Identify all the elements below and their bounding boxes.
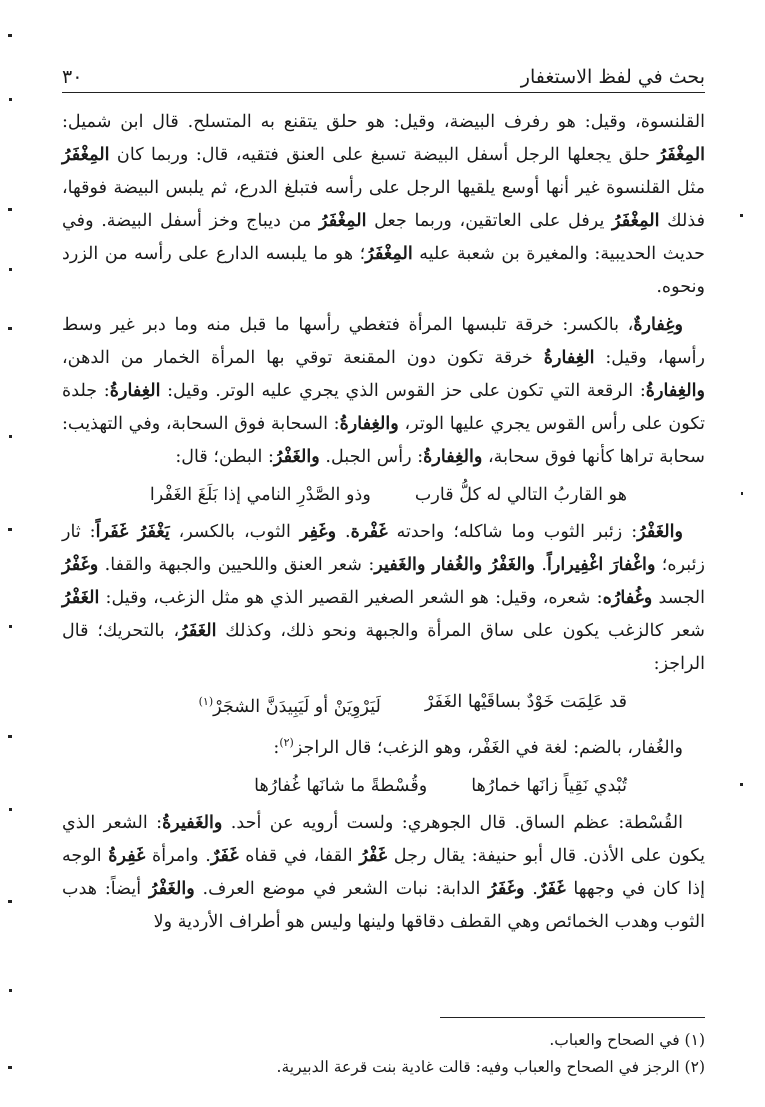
scan-mark xyxy=(741,492,743,495)
headword: الغَفْرُ xyxy=(62,586,100,608)
text-run: الجسد xyxy=(652,587,705,608)
headword: المِغْفَرُ xyxy=(62,143,110,165)
headword: والغِفارةُ xyxy=(339,413,399,435)
footnotes xyxy=(62,1027,705,1081)
verse-1 xyxy=(62,478,705,512)
headword: المِغْفَرُ xyxy=(319,209,367,231)
footnote-1: (١) في الصحاح والعباب. xyxy=(549,1031,705,1049)
headword: غَفَرٌ xyxy=(210,845,239,867)
text-run: . xyxy=(336,521,351,542)
headword: الغَفَرُ xyxy=(179,619,217,641)
headword: والغِفارةُ xyxy=(423,446,483,468)
scan-mark xyxy=(9,268,12,271)
text-run: : شعر العنق واللحيين والجبهة والقفا. xyxy=(98,554,375,575)
text-run: القلنسوة، وقيل: هو رفرف البيضة، وقيل: هو حلق يتقنع به المتسلح. قال ابن شميل: xyxy=(62,112,705,132)
page-number: ٣٠ xyxy=(62,66,83,88)
headword: الغِفارةُ xyxy=(543,347,595,369)
headword: غَفَرٌ xyxy=(537,877,566,899)
text-run: يرفل على العاتقين، وربما جعل xyxy=(366,210,612,231)
text-run: شعر كالزغب يكون على ساق المرأة والجبهة ونحو ذلك، وكذلك xyxy=(216,620,705,641)
scan-mark xyxy=(9,808,12,811)
scan-mark xyxy=(740,214,743,217)
headword: وغَفِر xyxy=(299,520,337,542)
main-text xyxy=(62,106,705,939)
paragraph-1 xyxy=(62,106,705,303)
verse-3 xyxy=(62,769,705,803)
headword: والغَفْرُ والغُفار والغَفير xyxy=(374,553,536,575)
headword: المِغْفَرُ xyxy=(612,209,660,231)
headword: المِغْفَرُ xyxy=(657,143,705,165)
text-run: : الرقعة التي تكون على حز القوس الذي يجري عليه الوتر. وقيل: xyxy=(160,381,646,402)
header-rule xyxy=(62,92,705,93)
text-run: أيضاً: هدب الثوب وهدب الخمائص وهي القطف دقاقها ولينها وليس هو أطراف الأردية ولا xyxy=(62,878,705,932)
headword: وغُفارُه xyxy=(602,586,653,608)
text-run: ، بالكسر: خرقة تلبسها المرأة فتغطي رأسها ما قبل منه وما دبر غير وسط رأسها، وقيل: xyxy=(62,315,705,369)
scan-mark xyxy=(8,528,12,531)
scan-mark xyxy=(9,989,12,992)
text-run: من ديباج وخز أسفل البيضة. وفي حديث الحديبية: والمغيرة بن شعبة عليه xyxy=(62,210,705,264)
scan-mark xyxy=(8,735,12,738)
paragraph-4 xyxy=(62,807,705,939)
running-header xyxy=(62,58,705,88)
scan-mark xyxy=(8,900,12,903)
paragraph-2 xyxy=(62,309,705,474)
text-run: . xyxy=(535,554,547,575)
verse-1-second-hemistich: وذو الصَّدْرِ النامي إذا بَلَغَ الغَفْرا xyxy=(149,484,371,505)
scan-mark xyxy=(9,435,12,438)
text-run: . وامرأة xyxy=(145,846,211,867)
verse-3-first-hemistich: تُبْدي نَقِياً زانَها خمارُها xyxy=(471,776,627,797)
text-run: خرقة تكون دون المقنعة توقي بها المرأة الخمار من الدهن، xyxy=(62,348,544,369)
text-run: : الشعر الذي يكون على الأذن. قال أبو حنيفة: يقال رجل xyxy=(62,813,706,867)
headword: المِغْفَرُ xyxy=(365,242,413,264)
headword: غَفِرةُ xyxy=(108,845,146,867)
text-run: : البطن؛ قال: xyxy=(175,447,274,468)
scan-mark xyxy=(8,208,12,211)
text-run: . xyxy=(524,878,538,899)
headword: وغَفْرُ xyxy=(62,553,99,575)
footnote-ref-2: (٢) xyxy=(279,736,294,750)
scan-mark xyxy=(8,34,12,37)
scan-mark xyxy=(8,1066,12,1069)
text-run: الوجه إذا كان في وجهها xyxy=(62,846,705,899)
footnote-ref-1: (١) xyxy=(198,694,214,708)
scan-mark xyxy=(9,625,12,628)
verse-2-second-hemistich: لَيَرْوِيَنْ أو لَيَبِيدَنَّ الشجَرْ xyxy=(213,696,381,717)
headword: غَفْرُ xyxy=(359,845,388,867)
headword: وغَفَرُ xyxy=(488,877,525,899)
text-run: ؛ هو ما يلبسه الدارع على رأسه من الزرد ونحوه. xyxy=(62,243,705,297)
headword: والغِفارةُ xyxy=(645,380,705,402)
footnote-rule xyxy=(440,1017,705,1018)
scan-mark xyxy=(9,98,12,101)
paragraph-3 xyxy=(62,516,705,681)
text-run: : ثار زئبره؛ xyxy=(62,521,706,575)
headword: وغِفارةٌ xyxy=(633,314,683,336)
text-run: القفا، في قفاه xyxy=(238,846,360,867)
text-run: الثوب، بالكسر، xyxy=(169,521,300,542)
text-run: : زئبر الثوب وما شاكله؛ واحدته xyxy=(387,521,638,542)
verse-3-second-hemistich: وقُسْطةً ما شانَها غُفارُها xyxy=(254,776,428,797)
text-run: : رأس الجبل. xyxy=(319,447,424,468)
verse-2-second-hemistich-wrap xyxy=(199,685,381,724)
text-run: : السحابة فوق السحابة، وفي التهذيب: سحابة تراها كأنها فوق سحابة، xyxy=(62,414,705,468)
headword: يَغْفَرُ غَفَراً xyxy=(95,520,170,542)
headword: الغِفارةُ xyxy=(109,380,161,402)
headword: واغْفارَ اغْفِيراراً xyxy=(546,553,656,575)
line-after-verse-2-text: والغُفار، بالضم: لغة في الغَفْر، وهو الزغب؛ قال الراجز xyxy=(293,738,683,759)
text-run: مثل القلنسوة غير أنها أوسع يلقيها الرجل على رأسه فتبلغ الدرع، ثم يلبس البيضة فوقها، فذلك xyxy=(62,177,705,231)
text-run: : شعره، وقيل: هو الشعر الصغير القصير الذي هو مثل الزغب، وقيل: xyxy=(99,587,603,608)
line-after-verse-2: والغُفار، بالضم: لغة في الغَفْر، وهو الزغب؛ قال الراجز$^{(٢)}$: xyxy=(273,736,683,759)
running-title: بحث في لفظ الاستغفار xyxy=(520,66,705,88)
verse-2 xyxy=(62,685,705,724)
text-run: : جلدة تكون على رأس القوس يجري عليها الوتر، xyxy=(62,381,705,435)
text-run: ، بالتحريك؛ قال الراجز: xyxy=(62,620,705,674)
footnote-2: (٢) الرجز في الصحاح والعباب وفيه: قالت غادية بنت قرعة الدبيرية. xyxy=(276,1058,705,1076)
verse-1-first-hemistich: هو القاربُ التالي له كلُّ قارب xyxy=(414,484,627,505)
headword: والغَفيرةُ xyxy=(162,812,223,834)
headword: والغَفْرُ xyxy=(148,877,195,899)
text-run: حلق يجعلها الرجل أسفل البيضة تسبغ على العنق فتقيه، قال: وربما كان xyxy=(109,144,658,165)
headword: والغَفْرُ xyxy=(273,446,320,468)
scan-mark xyxy=(740,783,743,786)
scan-mark xyxy=(8,327,12,330)
text-run: الدابة: نبات الشعر في موضع العرف. xyxy=(194,878,489,899)
headword: غَفْرة xyxy=(350,520,388,542)
verse-2-first-hemistich: قد عَلِمَت خَوْدٌ بساقَيْها الغَفَرْ xyxy=(424,691,627,712)
headword: والغَفْرُ xyxy=(637,520,683,542)
text-run: القُسْطة: عظم الساق. قال الجوهري: ولست أرويه عن أحد. xyxy=(222,813,684,834)
